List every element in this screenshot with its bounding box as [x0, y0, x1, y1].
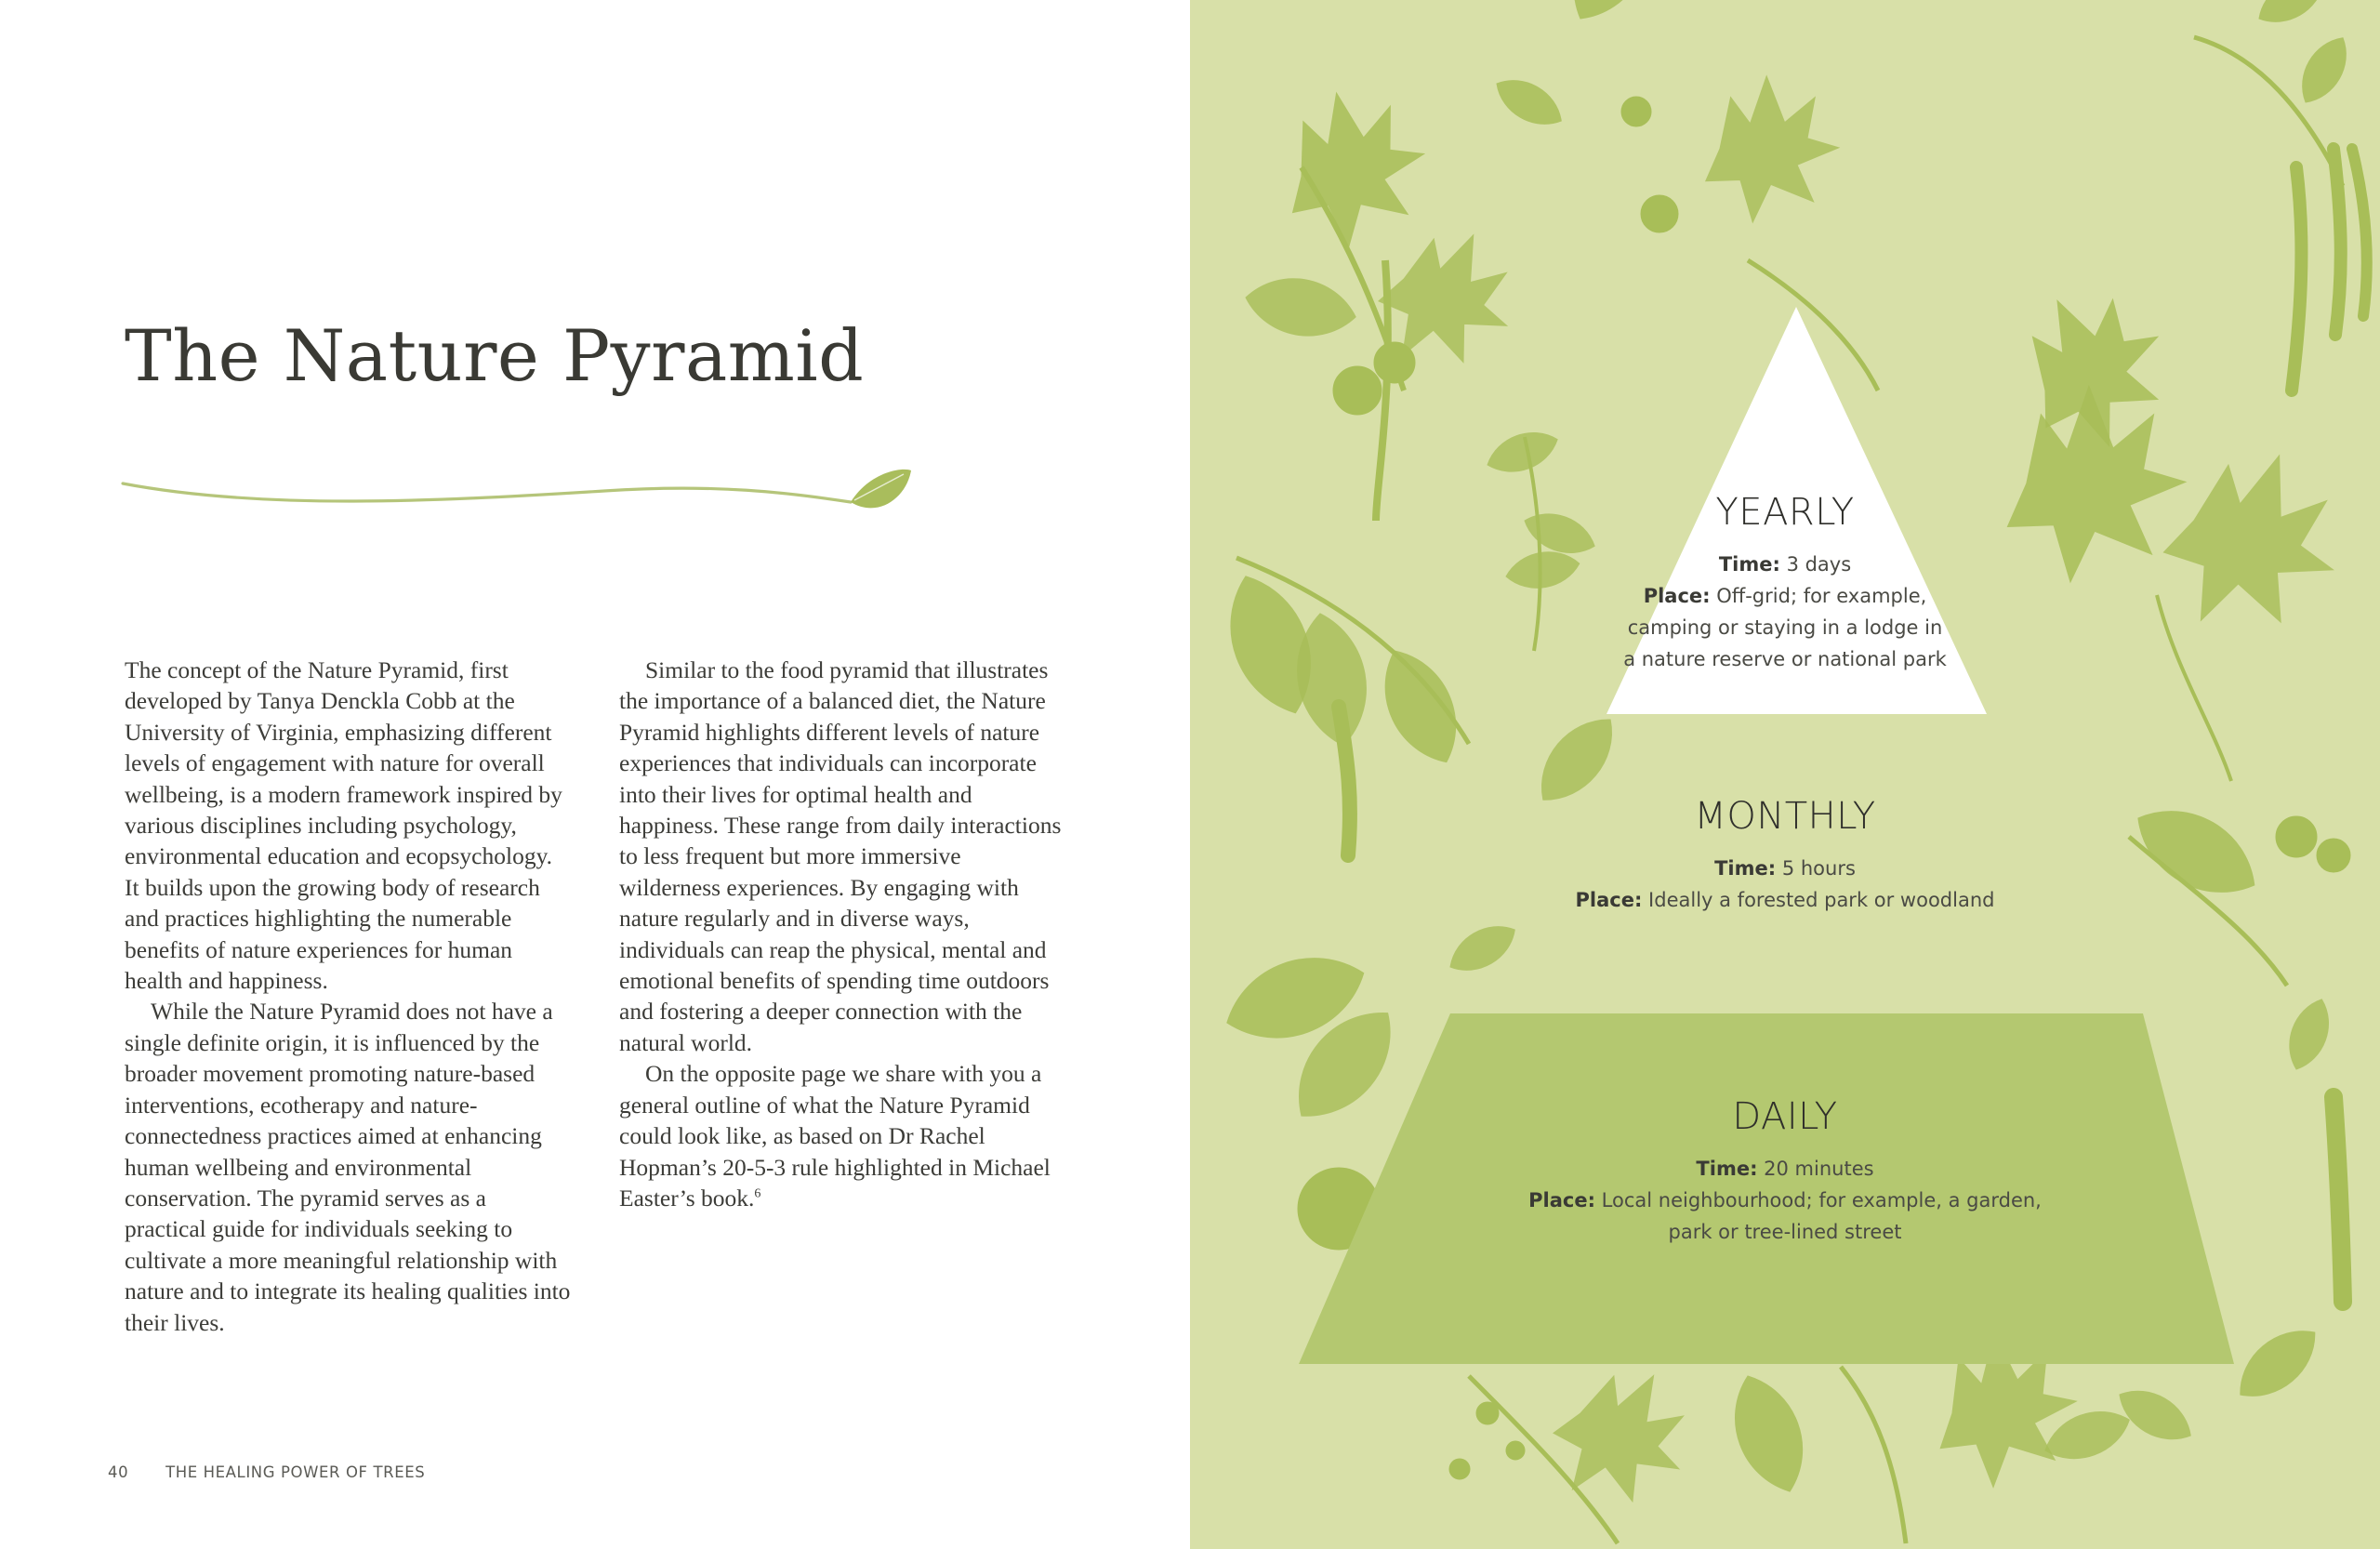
body-paragraph: Similar to the food pyramid that illustrates the importance of a balanced diet, the Nature Pyramid highlights different levels of nature experiences that individuals can incorporate into their lives for optimal health and happiness. These range from daily interactions to less frequent but more immersive wilderness experiences. By engaging with nature regularly and in diverse ways, individuals can reap the physical, mental and emotional benefits of spending time outdoors and fostering a deeper connection with the natural world.	[619, 656, 1062, 1056]
body-paragraph: The concept of the Nature Pyramid, first developed by Tanya Denckla Cobb at the University of Virginia, emphasizing different levels of engagement with nature for overall wellbeing, is a modern framework inspired by various disciplines including psychology, environmental education and ecopsychology. It builds upon the growing body of research and practices highlighting the numerable benefits of nature experiences for human health and happiness.	[125, 656, 562, 995]
time-value: 5 hours	[1781, 857, 1856, 880]
time-label: Time:	[1714, 857, 1777, 880]
place-value: Off-grid; for example,	[1716, 585, 1927, 607]
tier-daily	[1506, 1095, 2064, 1248]
tier-time	[1506, 1153, 2064, 1185]
tier-time	[1506, 853, 2064, 884]
page-footer	[108, 1463, 425, 1481]
tier-title-monthly: MONTHLY	[1694, 795, 1876, 838]
tier-place	[1506, 884, 2064, 916]
place-label: Place:	[1643, 585, 1711, 607]
body-paragraph	[619, 1058, 1065, 1213]
body-paragraph: While the Nature Pyramid does not have a single definite origin, it is influenced by the broader movement promoting nature-based interventions, ecotherapy and nature-connectedness practices aimed at enhancing human wellbeing and environmental conservation. The pyramid serves as a practical guide for individuals seeking to cultivate a more meaningful relationship with nature and to integrate its healing qualities into their lives.	[125, 998, 571, 1336]
footnote-reference: 6	[754, 1186, 761, 1201]
place-value: Ideally a forested park or woodland	[1648, 889, 1995, 911]
leaf-stem-ornament	[121, 465, 916, 530]
time-value: 20 minutes	[1764, 1158, 1874, 1180]
tier-title-yearly: YEARLY	[1715, 491, 1855, 534]
tier-monthly	[1506, 795, 2064, 916]
place-value-line: a nature reserve or national park	[1623, 648, 1947, 670]
right-page	[1190, 0, 2380, 1549]
place-value-line: park or tree-lined street	[1668, 1221, 1902, 1243]
tier-time	[1506, 549, 2064, 580]
tier-place	[1506, 580, 2064, 612]
body-column-left	[125, 655, 571, 1338]
place-label: Place:	[1528, 1189, 1595, 1211]
body-paragraph-text: On the opposite page we share with you a general outline of what the Nature Pyramid could look like, as based on Dr Rachel Hopman’s 20-5-3 rule highlighted in Michael Easter’s book.	[619, 1060, 1051, 1211]
time-label: Time:	[1696, 1158, 1758, 1180]
body-column-right	[619, 655, 1065, 1213]
place-value-line: camping or staying in a lodge in	[1627, 616, 1943, 639]
tier-yearly	[1506, 491, 2064, 675]
tier-place	[1506, 1185, 2064, 1216]
time-label: Time:	[1718, 553, 1780, 576]
botanical-illustration	[1190, 0, 2380, 1549]
tier-title-daily: DAILY	[1732, 1095, 1838, 1138]
time-value: 3 days	[1786, 553, 1852, 576]
page-number: 40	[108, 1463, 129, 1481]
page-title: The Nature Pyramid	[125, 314, 865, 397]
running-title: THE HEALING POWER OF TREES	[165, 1463, 426, 1481]
place-label: Place:	[1575, 889, 1643, 911]
place-value: Local neighbourhood; for example, a garden,	[1601, 1189, 2042, 1211]
